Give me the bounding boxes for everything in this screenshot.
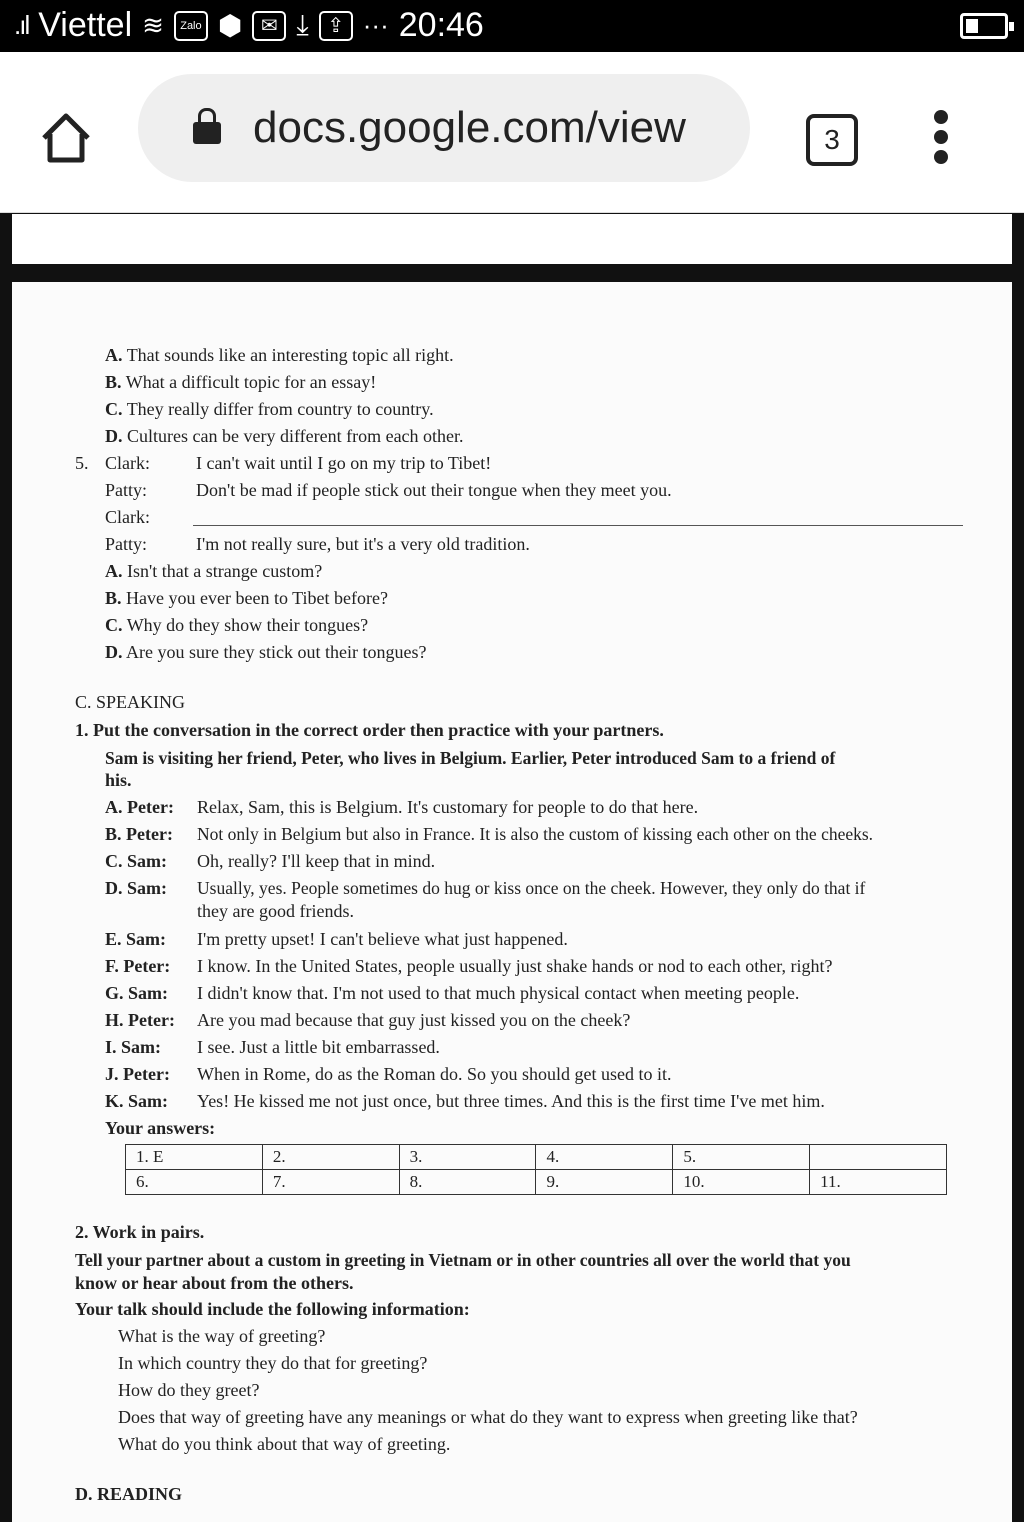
section-heading-reading: D. READING (75, 1484, 183, 1504)
conv-label: D. Sam: (105, 878, 167, 898)
answer-cell: 3. (399, 1145, 536, 1170)
table-row (126, 1170, 947, 1195)
answer-cell: 7. (262, 1170, 399, 1195)
task1-context-cont: his. (105, 770, 132, 790)
url-bar[interactable] (138, 74, 750, 182)
answer-cell: 10. (673, 1170, 810, 1195)
conv-label: A. Peter: (105, 797, 174, 817)
section-heading-speaking: C. SPEAKING (75, 692, 186, 712)
q4-option-a: A. That sounds like an interesting topic all right. (105, 345, 454, 365)
lock-icon (193, 122, 221, 144)
task2-include: Your talk should include the following information: (75, 1299, 470, 1319)
conv-label: H. Peter: (105, 1010, 175, 1030)
q5-line: I can't wait until I go on my trip to Tibet! (196, 453, 492, 473)
task1-context: Sam is visiting her friend, Peter, who lives in Belgium. Earlier, Peter introduced Sam to a friend of (105, 748, 836, 768)
answers-table (125, 1144, 947, 1195)
conv-text: Usually, yes. People sometimes do hug or kiss once on the cheek. However, they only do that if (197, 878, 866, 898)
conv-text: Not only in Belgium but also in France. It is also the custom of kissing each other on the cheeks. (197, 824, 874, 844)
q5-option-d: D. Are you sure they stick out their tongues? (105, 642, 427, 662)
home-icon[interactable] (38, 112, 94, 177)
conv-label: I. Sam: (105, 1037, 162, 1057)
answer-cell: 1. E (126, 1145, 263, 1170)
task2-question: How do they greet? (118, 1380, 260, 1400)
carrier-name: Viettel (38, 6, 133, 44)
mail-icon: ✉ (252, 11, 286, 41)
signal-icon: .ıl (14, 10, 29, 40)
task2-question: What is the way of greeting? (118, 1326, 326, 1346)
answer-cell: 5. (673, 1145, 810, 1170)
menu-kebab-icon[interactable] (934, 110, 950, 170)
q5-speaker: Clark: (105, 453, 150, 473)
q5-speaker: Patty: (105, 534, 148, 554)
clock: 20:46 (398, 6, 484, 44)
conv-text: Are you mad because that guy just kissed you on the cheek? (197, 1010, 631, 1030)
answer-cell (810, 1145, 947, 1170)
conv-text: I'm pretty upset! I can't believe what just happened. (197, 929, 568, 949)
previous-page (12, 214, 1012, 264)
task1-title: 1. Put the conversation in the correct order then practice with your partners. (75, 720, 664, 740)
answer-cell: 4. (536, 1145, 673, 1170)
tab-switcher-button[interactable]: 3 (806, 114, 858, 166)
conv-label: J. Peter: (105, 1064, 170, 1084)
q5-number: 5. (75, 453, 89, 473)
q5-option-c: C. Why do they show their tongues? (105, 615, 369, 635)
q5-option-b: B. Have you ever been to Tibet before? (105, 588, 388, 608)
browser-toolbar (0, 52, 1024, 213)
q4-option-d: D. Cultures can be very different from each other. (105, 426, 464, 446)
task2-instruction-cont: know or hear about from the others. (75, 1273, 354, 1293)
more-notifications: ··· (362, 10, 389, 40)
answers-label: Your answers: (105, 1118, 216, 1138)
q5-line: I'm not really sure, but it's a very old tradition. (196, 534, 530, 554)
conv-label: B. Peter: (105, 824, 173, 844)
zalo-icon: Zalo (174, 11, 208, 41)
q5-speaker: Clark: (105, 507, 150, 527)
q5-speaker: Patty: (105, 480, 148, 500)
conv-text: Yes! He kissed me not just once, but three times. And this is the first time I've met him. (197, 1091, 825, 1111)
status-bar (0, 0, 1024, 52)
task2-instruction: Tell your partner about a custom in greeting in Vietnam or in other countries all over the world that you (75, 1250, 851, 1270)
q5-option-a: A. Isn't that a strange custom? (105, 561, 323, 581)
url-text: docs.google.com/view (253, 103, 686, 152)
conv-text: I see. Just a little bit embarrassed. (197, 1037, 440, 1057)
wifi-icon: ≋ (142, 10, 164, 40)
conv-text: When in Rome, do as the Roman do. So you should get used to it. (197, 1064, 672, 1084)
q5-line: Don't be mad if people stick out their tongue when they meet you. (196, 480, 672, 500)
q4-option-b: B. What a difficult topic for an essay! (105, 372, 377, 392)
conv-label: F. Peter: (105, 956, 171, 976)
answer-blank-line (193, 525, 963, 526)
conv-text: Relax, Sam, this is Belgium. It's customary for people to do that here. (197, 797, 699, 817)
conv-label: E. Sam: (105, 929, 167, 949)
task2-question: What do you think about that way of greeting. (118, 1434, 451, 1454)
task2-title: 2. Work in pairs. (75, 1222, 205, 1242)
conv-text-cont: they are good friends. (197, 901, 354, 921)
conv-text: I didn't know that. I'm not used to that much physical contact when meeting people. (197, 983, 800, 1003)
conv-label: G. Sam: (105, 983, 168, 1003)
answer-cell: 2. (262, 1145, 399, 1170)
table-row (126, 1145, 947, 1170)
answer-cell: 8. (399, 1170, 536, 1195)
q4-option-c: C. They really differ from country to country. (105, 399, 434, 419)
upload-icon: ⇪ (319, 11, 353, 41)
task2-question: Does that way of greeting have any meanings or what do they want to express when greeting like that? (118, 1407, 858, 1427)
battery-icon (960, 13, 1008, 39)
answer-cell: 6. (126, 1170, 263, 1195)
answer-cell: 11. (810, 1170, 947, 1195)
conv-label: K. Sam: (105, 1091, 168, 1111)
conv-text: Oh, really? I'll keep that in mind. (197, 851, 436, 871)
conv-label: C. Sam: (105, 851, 167, 871)
download-icon: ⤓ (296, 9, 309, 40)
conv-text: I know. In the United States, people usually just shake hands or nod to each other, right? (197, 956, 833, 976)
shield-icon: ⬢ (217, 10, 243, 41)
answer-cell: 9. (536, 1170, 673, 1195)
task2-question: In which country they do that for greeting? (118, 1353, 428, 1373)
